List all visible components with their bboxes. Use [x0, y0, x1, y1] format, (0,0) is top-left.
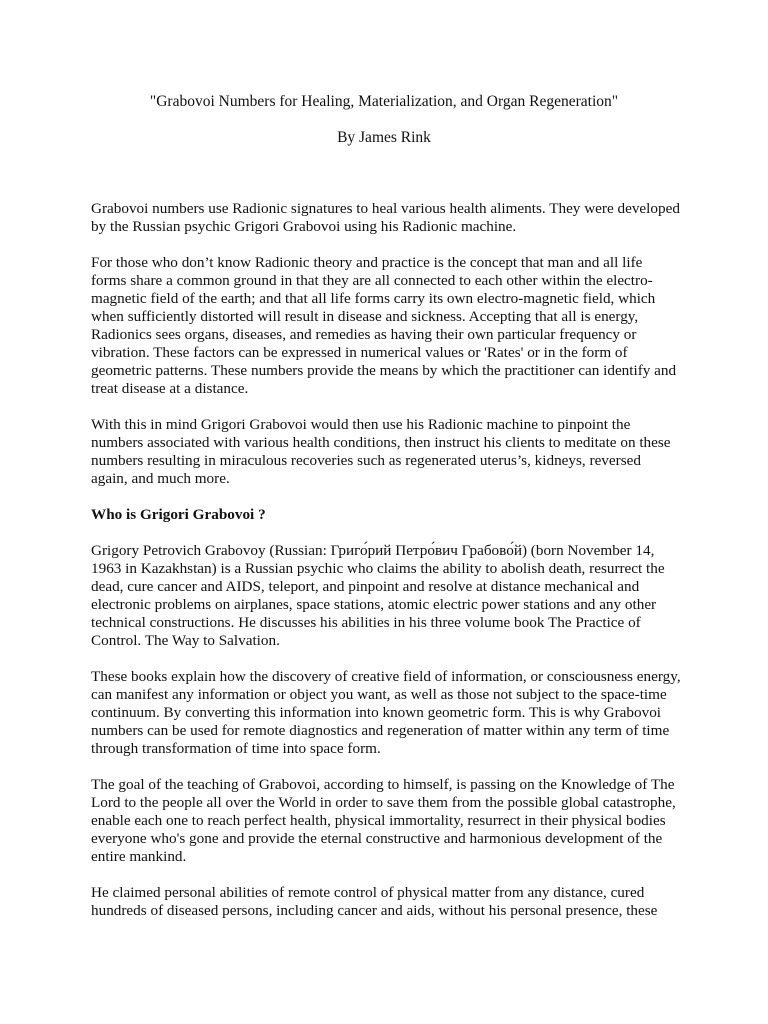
- body-paragraph: Grabovoi numbers use Radionic signatures to heal various health aliments. They were developed by the Russian psychic Grigori Grabovoi using his Radionic machine.: [91, 200, 680, 235]
- body-paragraph: For those who don’t know Radionic theory and practice is the concept that man and all life forms share a common ground in that they are all connected to each other within the electro-magnetic field of the earth; and that all life forms carry its own electro-magnetic field, which when sufficiently distorted will result in disease and sickness. Accepting that all is energy, Radionics sees organs, diseases, and remedies as having their own particular frequency or vibration. These factors can be expressed in numerical values or 'Rates' or in the form of geometric patterns. These numbers provide the means by which the practitioner can identify and treat disease at a distance.: [91, 254, 677, 397]
- document-body: [91, 200, 681, 938]
- body-paragraph: The goal of the teaching of Grabovoi, according to himself, is passing on the Knowledge of The Lord to the people all over the World in order to save them from the possible global catastrophe, enable each one to reach perfect health, physical immortality, resurrect in their physical bodies everyone who's gone and provide the eternal constructive and harmonious development of the entire mankind.: [91, 776, 676, 865]
- body-paragraph: He claimed personal abilities of remote control of physical matter from any distance, cured hundreds of diseased persons, including cancer and aids, without his personal presence, these: [91, 884, 658, 919]
- body-paragraph: These books explain how the discovery of creative field of information, or consciousness energy, can manifest any information or object you want, as well as those not subject to the space-time continuum. By converting this information into known geometric form. This is why Grabovoi numbers can be used for remote diagnostics and regeneration of matter within any term of time through transformation of time into space form.: [91, 668, 681, 757]
- body-paragraph: Grigory Petrovich Grabovoy (Russian: Григо́рий Петро́вич Грабово́й) (born November 14, 1963 in Kazakhstan) is a Russian psychic who claims the ability to abolish death, resurrect the dead, cure cancer and AIDS, teleport, and pinpoint and resolve at distance mechanical and electronic problems on airplanes, space stations, atomic electric power stations and any other technical constructions. He discusses his abilities in his three volume book The Practice of Control. The Way to Salvation.: [91, 542, 665, 649]
- document-title: "Grabovoi Numbers for Healing, Materialization, and Organ Regeneration": [149, 93, 619, 110]
- section-heading: Who is Grigori Grabovoi ?: [91, 506, 266, 523]
- body-paragraph: With this in mind Grigori Grabovoi would then use his Radionic machine to pinpoint the numbers associated with various health conditions, then instruct his clients to meditate on these numbers resulting in miraculous recoveries such as regenerated uterus’s, kidneys, reversed again, and much more.: [91, 416, 671, 487]
- document-byline: By James Rink: [337, 129, 431, 146]
